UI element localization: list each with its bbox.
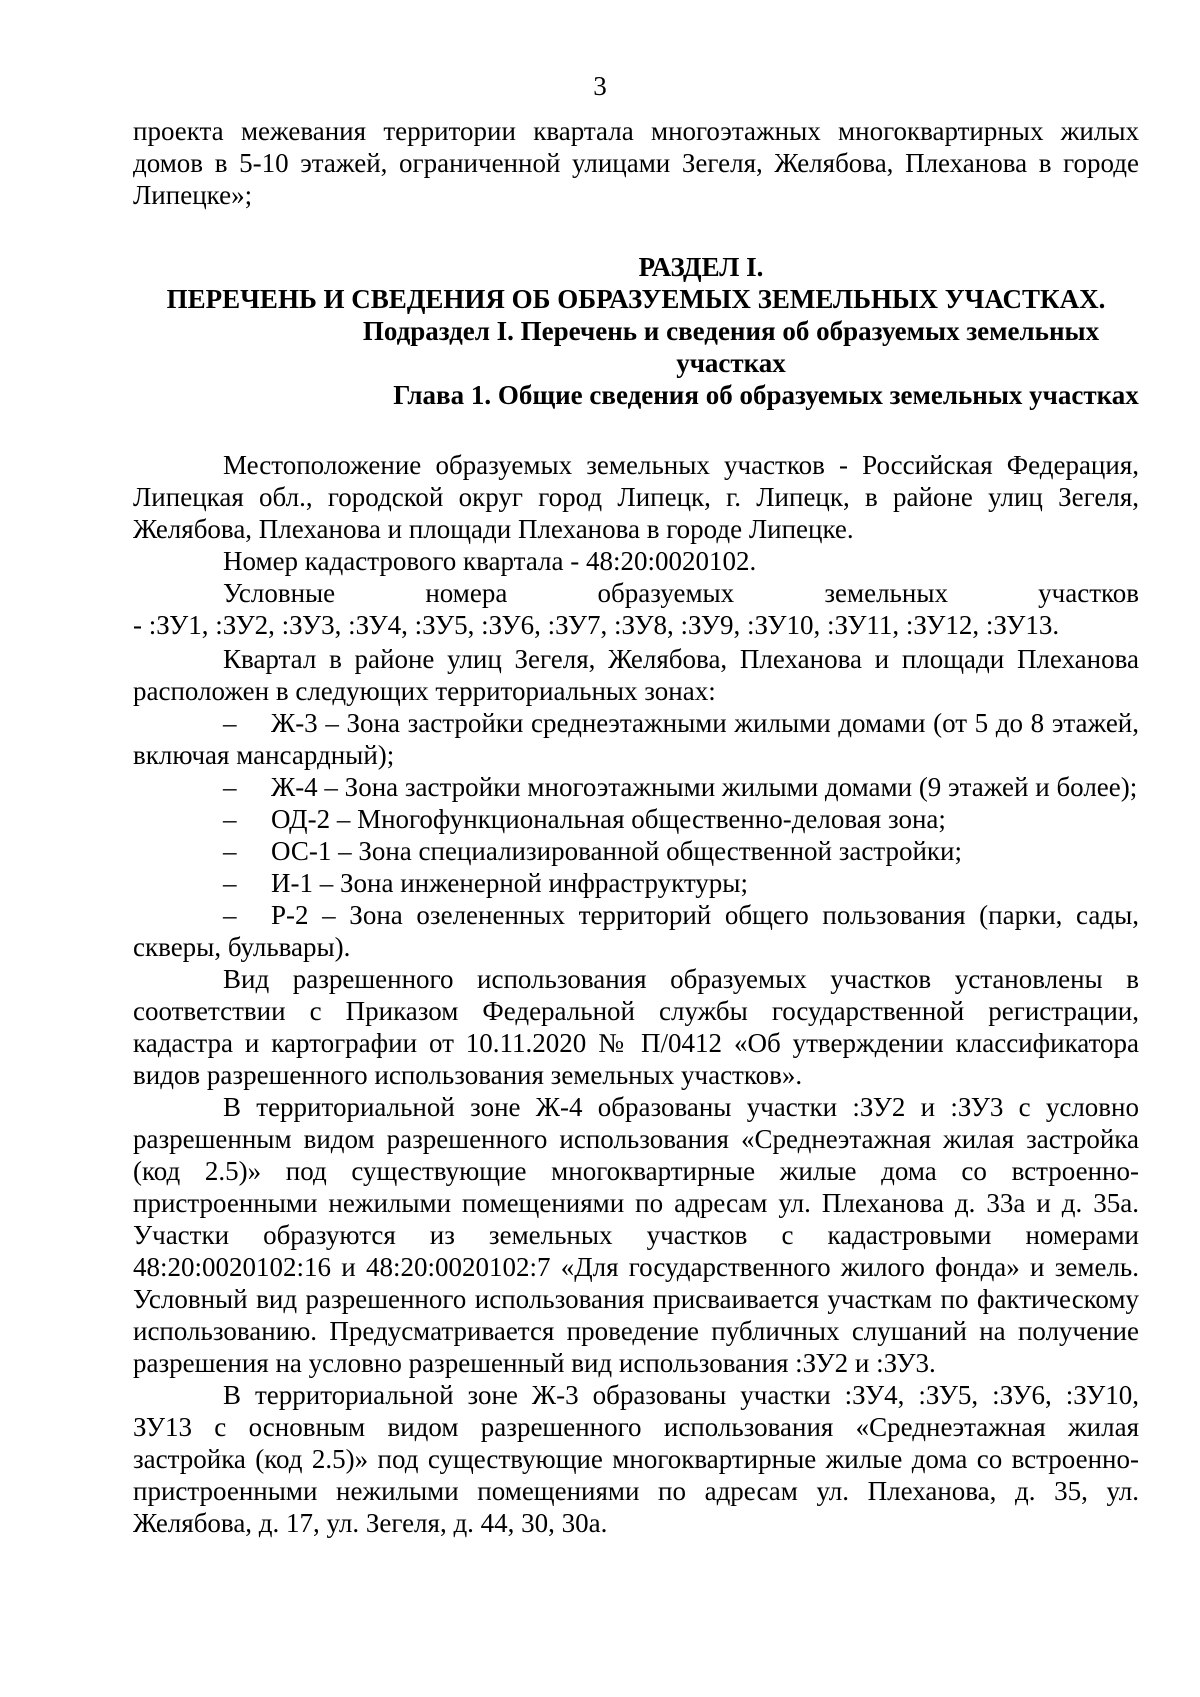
zone-text: Ж-3 – Зона застройки среднеэтажными жилыми домами (от 5 до 8 этажей, включая мансардный); [133,708,1139,770]
list-dash: – [223,708,237,738]
list-item [133,707,1139,771]
list-dash: – [223,900,237,930]
list-dash: – [223,772,237,802]
section-headings [133,251,1139,411]
list-item [133,771,1139,803]
paragraph-conditional-heading [133,577,1139,609]
paragraph-usage: Вид разрешенного использования образуемых участков установлены в соответствии с Приказом Федеральной службы государственной регистрации, кадастра и картографии от 10.11.2020 № П/0412 «Об утверждении классификатора видов разрешенного использования земельных участков». [133,964,1139,1090]
zone-text: ОС-1 – Зона специализированной общественной застройки; [271,836,963,866]
conditional-word: земельных [824,578,948,608]
list-dash: – [223,868,237,898]
conditional-word: Условные [223,578,336,608]
conditional-word: участков [1038,578,1139,608]
list-item [133,867,1139,899]
conditional-word: образуемых [597,578,735,608]
paragraph-zone-zh3: В территориальной зоне Ж-3 образованы участки :ЗУ4, :ЗУ5, :ЗУ6, :ЗУ10, ЗУ13 с основным видом разрешенного использования «Среднеэтажная жилая застройка (код 2.5)» под существующие многоквартирные жилые дома со встроенно-пристроенными нежилыми помещениями по адресам ул. Плеханова, д. 35, ул. Желябова, д. 17, ул. Зегеля, д. 44, 30, 30а. [133,1380,1139,1538]
list-dash: – [223,836,237,866]
zone-text: И-1 – Зона инженерной инфраструктуры; [271,868,748,898]
document-body [133,115,1139,1539]
subsection-heading: Подраздел I. Перечень и сведения об образуемых земельных участках [362,316,1100,378]
paragraph-location: Местоположение образуемых земельных участков - Российская Федерация, Липецкая обл., городской округ город Липецк, г. Липецк, в районе улиц Зегеля, Желябова, Плеханова и площади Плеханова в городе Липецке. [133,450,1139,544]
list-dash: – [223,804,237,834]
paragraph-cadastral: Номер кадастрового квартала - 48:20:0020102. [223,546,757,576]
paragraph-zones-intro: Квартал в районе улиц Зегеля, Желябова, Плеханова и площади Плеханова расположен в следующих территориальных зонах: [133,644,1139,706]
intro-continuation: проекта межевания территории квартала многоэтажных многоквартирных жилых домов в 5-10 этажей, ограниченной улицами Зегеля, Желябова, Плеханова в городе Липецке»; [133,116,1139,210]
list-item [133,803,1139,835]
paragraph-conditional-list: - :ЗУ1, :ЗУ2, :ЗУ3, :ЗУ4, :ЗУ5, :ЗУ6, :ЗУ7, :ЗУ8, :ЗУ9, :ЗУ10, :ЗУ11, :ЗУ12, :ЗУ13. [133,610,1060,640]
zone-text: Ж-4 – Зона застройки многоэтажными жилыми домами (9 этажей и более); [271,772,1138,802]
section-heading: РАЗДЕЛ I. [638,252,764,282]
list-item [133,899,1139,963]
list-item [133,835,1139,867]
conditional-word: номера [425,578,508,608]
page-number: 3 [593,71,607,101]
chapter-heading: Глава 1. Общие сведения об образуемых земельных участках [393,380,1139,410]
zone-text: ОД-2 – Многофункциональная общественно-деловая зона; [271,804,946,834]
section-title: ПЕРЕЧЕНЬ И СВЕДЕНИЯ ОБ ОБРАЗУЕМЫХ ЗЕМЕЛЬНЫХ УЧАСТКАХ. [166,284,1106,314]
paragraph-zone-zh4: В территориальной зоне Ж-4 образованы участки :ЗУ2 и :ЗУ3 с условно разрешенным видом разрешенного использования «Среднеэтажная жилая застройка (код 2.5)» под существующие многоквартирные жилые дома со встроенно-пристроенными нежилыми помещениями по адресам ул. Плеханова д. 33а и д. 35а. Участки образуются из земельных участков с кадастровыми номерами 48:20:0020102:16 и 48:20:0020102:7 «Для государственного жилого фонда» и земель. Условный вид разрешенного использования присваивается участкам по фактическому использованию. Предусматривается проведение публичных слушаний на получение разрешения на условно разрешенный вид использования :ЗУ2 и :ЗУ3. [133,1092,1139,1378]
zones-list [133,707,1139,963]
zone-text: Р-2 – Зона озелененных территорий общего пользования (парки, сады, скверы, бульвары). [133,900,1139,962]
